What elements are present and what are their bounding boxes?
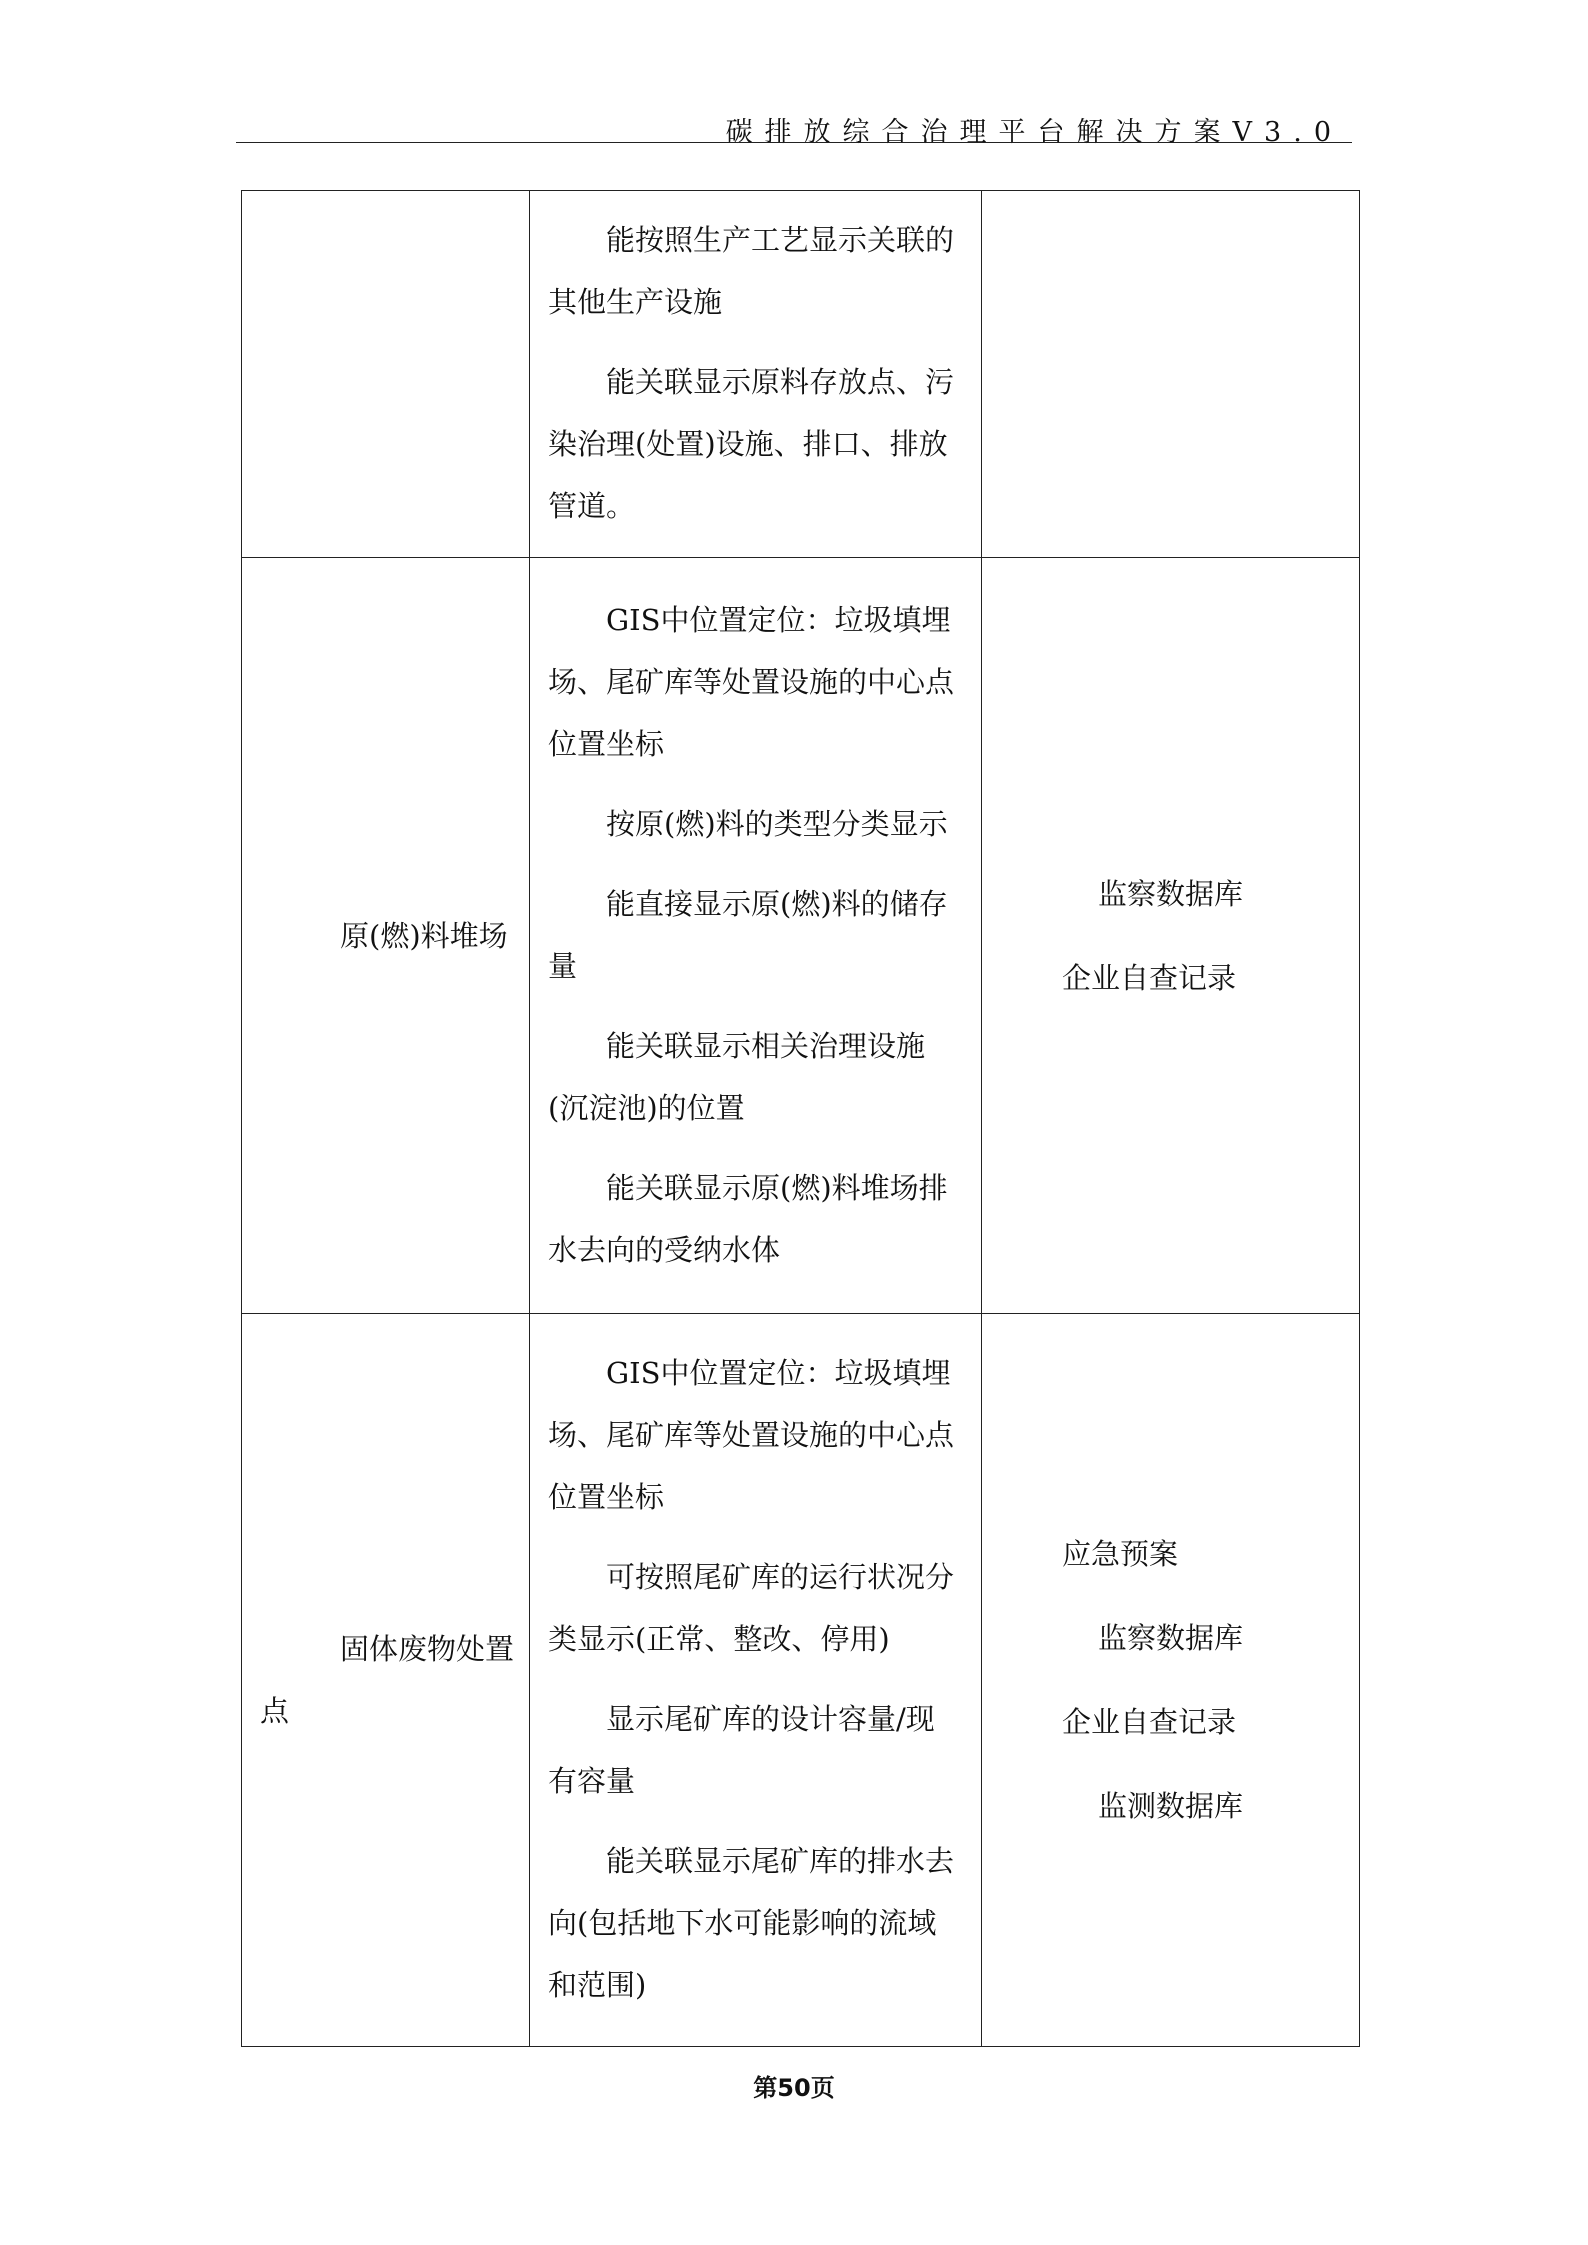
source-cell [982,558,1360,1314]
feature-cell [530,1314,982,2047]
category-cell [242,191,530,558]
category-label: 原(燃)料堆场 [340,918,508,953]
feature-item: 能关联显示尾矿库的排水去向(包括地下水可能影响的流域和范围) [548,1844,955,2002]
feature-item: 能关联显示原料存放点、污染治理(处置)设施、排口、排放管道。 [548,365,955,523]
feature-item: GIS中位置定位：垃圾填埋场、尾矿库等处置设施的中心点位置坐标 [548,1356,955,1514]
source-item: 企业自查记录 [1062,960,1237,995]
feature-cell [530,191,982,558]
category-cell [242,1314,530,2047]
feature-item: GIS中位置定位：垃圾填埋场、尾矿库等处置设施的中心点位置坐标 [548,602,955,761]
feature-item: 显示尾矿库的设计容量/现有容量 [548,1702,935,1798]
feature-cell [530,558,982,1314]
source-item: 企业自查记录 [1062,1705,1237,1739]
feature-item: 能关联显示相关治理设施(沉淀池)的位置 [548,1028,926,1125]
table-row [242,191,1360,558]
table-row [242,1314,1360,2047]
source-cell [982,1314,1360,2047]
source-item: 监测数据库 [1098,1789,1244,1823]
feature-item: 能按照生产工艺显示关联的其他生产设施 [548,223,955,319]
source-item: 监察数据库 [1098,876,1244,911]
page-number: 第50页 [753,2074,835,2102]
source-item: 应急预案 [1062,1537,1179,1571]
feature-item: 能关联显示原(燃)料堆场排水去向的受纳水体 [548,1170,948,1267]
header-divider [236,142,1352,143]
document-header-title: 碳排放综合治理平台解决方案V3.0 [725,117,1343,148]
category-cell [242,558,530,1314]
category-label: 固体废物处置点 [260,1632,515,1728]
feature-item: 按原(燃)料的类型分类显示 [606,806,948,841]
feature-item: 能直接显示原(燃)料的储存量 [548,886,948,983]
feature-item: 可按照尾矿库的运行状况分类显示(正常、整改、停用) [548,1560,955,1656]
source-item: 监察数据库 [1098,1621,1244,1655]
source-cell [982,191,1360,558]
spec-table [241,190,1360,2047]
table-row [242,558,1360,1314]
